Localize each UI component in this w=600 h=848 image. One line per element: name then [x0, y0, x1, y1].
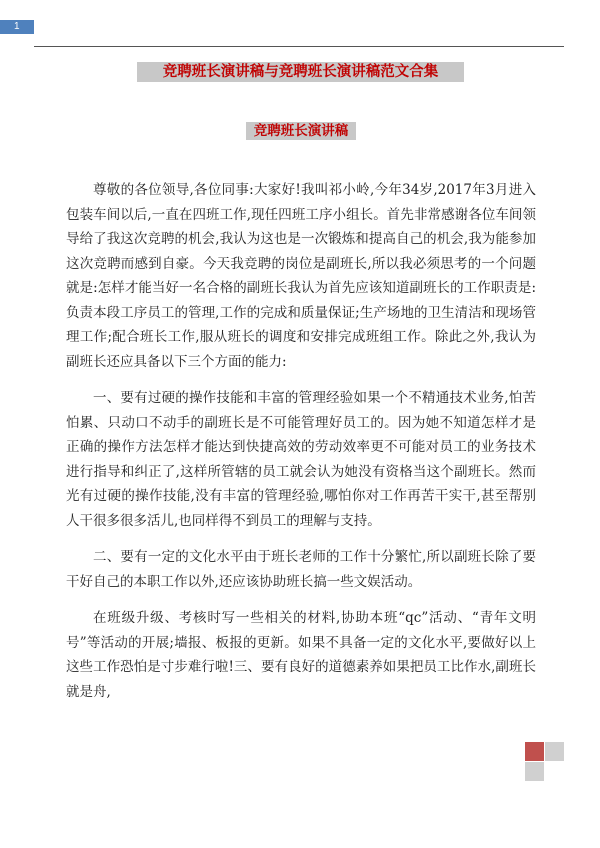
paragraph: 一、要有过硬的操作技能和丰富的管理经验如果一个不精通技术业务,怕苦怕累、只动口不动手的副班长是不可能管理好员工的。因为她不知道怎样才是正确的操作方法怎样才能达到快捷高效的劳动效率更不可能对员工的业务技术进行指导和纠正了,这样所管辖的员工就会认为她没有资格当这个副班长。然而光有过硬的操作技能,没有丰富的管理经验,哪怕你对工作再苦干实干,甚至帮别人干很多很多活儿,也同样得不到员工的理解与支持。	[66, 390, 536, 529]
paragraph: 二、要有一定的文化水平由于班长老师的工作十分繁忙,所以副班长除了要干好自己的本职工作以外,还应该协助班长搞一些文娱活动。	[66, 549, 536, 590]
page-number: 1	[14, 21, 20, 32]
decorative-square-grey	[545, 742, 564, 761]
document-body	[66, 178, 536, 716]
page-number-badge	[0, 20, 34, 34]
decorative-square-grey	[525, 762, 544, 781]
decorative-square-red	[525, 742, 544, 761]
paragraph: 在班级升级、考核时写一些相关的材料,协助本班“qc”活动、“青年文明号”等活动的开展;墙报、板报的更新。如果不具备一定的文化水平,要做好以上这些工作恐怕是寸步难行啦!三、要有良好的道德素养如果把员工比作水,副班长就是舟,	[66, 610, 536, 700]
header-rule	[34, 46, 564, 47]
section-title: 竞聘班长演讲稿	[246, 122, 356, 140]
document-title: 竞聘班长演讲稿与竞聘班长演讲稿范文合集	[137, 62, 464, 82]
paragraph: 尊敬的各位领导,各位同事:大家好!我叫祁小岭,今年34岁,2017年3月进入包装车间以后,一直在四班工作,现任四班工序小组长。首先非常感谢各位车间领导给了我这次竞聘的机会,我认为这也是一次锻炼和提高自己的机会,我为能参加这次竞聘而感到自豪。今天我竞聘的岗位是副班长,所以我必须思考的一个问题就是:怎样才能当好一名合格的副班长我认为首先应该知道副班长的工作职责是:负责本段工序员工的管理,工作的完成和质量保证;生产场地的卫生清洁和现场管理工作;配合班长工作,服从班长的调度和安排完成班组工作。除此之外,我认为副班长还应具备以下三个方面的能力:	[66, 182, 536, 370]
